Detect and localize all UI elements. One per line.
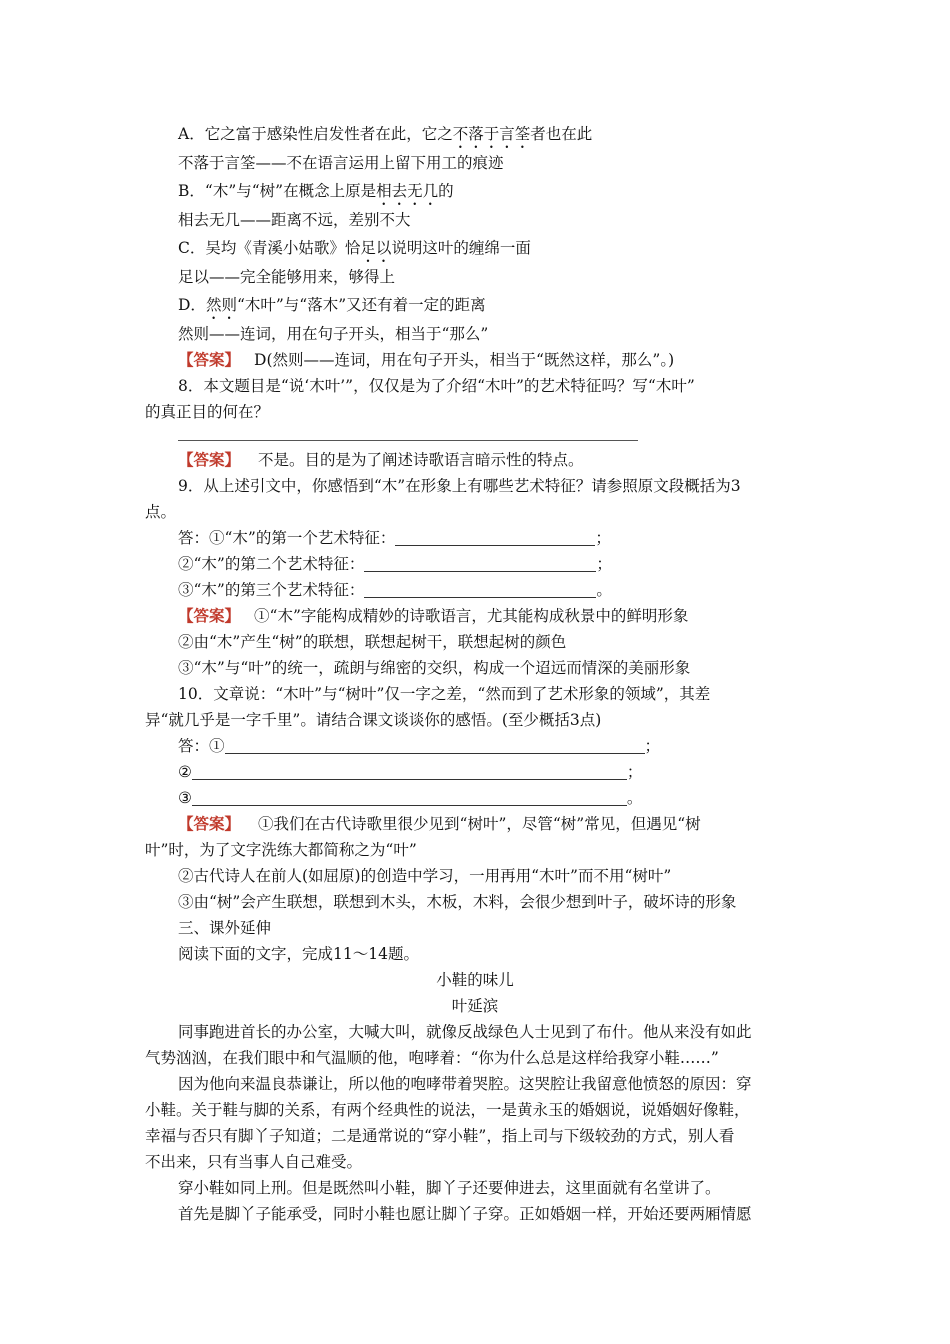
q10-field-2 (178, 762, 642, 782)
q10-answer-2: ②古代诗人在前人(如屈原)的创造中学习，一用再用“木叶”而不用“树叶” (178, 867, 672, 885)
q10-field-3-label: ③ (178, 789, 192, 807)
q9-field-3-punct: 。 (596, 581, 612, 599)
q7-option-b-text: B．“木”与“树”在概念上原是 (178, 182, 377, 200)
q9-field-1-label: 答：①“木”的第一个艺术特征： (178, 529, 396, 547)
q7-option-c-text: C．吴均《青溪小姑歌》恰 (178, 239, 361, 257)
q7-option-a-emphasis: 不落于言筌 (452, 125, 531, 143)
q8-answer-text: 不是。目的是为了阐述诗歌语言暗示性的特点。 (258, 451, 584, 469)
q7-option-d-note: 然则——连词，用在句子开头，相当于“那么” (178, 325, 489, 343)
q10-prompt-line2: 异“就几乎是一字千里”。请结合课文谈谈你的感悟。(至少概括3点) (145, 711, 602, 729)
q10-answer-1-cont: 叶”时，为了文字洗练大都简称之为“叶” (145, 841, 417, 859)
section-heading: 三、课外延伸 (178, 919, 272, 937)
q9-blank-2[interactable] (364, 556, 596, 572)
paragraph-2-line2: 小鞋。关于鞋与脚的关系，有两个经典性的说法，一是黄永玉的婚姻说，说婚姻好像鞋， (145, 1101, 750, 1119)
q9-field-2-label: ②“木”的第二个艺术特征： (178, 555, 365, 573)
q9-prompt-line1: 9．从上述引文中，你感悟到“木”在形象上有哪些艺术特征？请参照原文段概括为3 (178, 477, 741, 495)
q7-answer-text: D(然则——连词，用在句子开头，相当于“既然这样，那么”。) (254, 351, 675, 369)
answer-tag: 【答案】 (178, 606, 241, 625)
q7-option-c (178, 238, 531, 266)
q10-field-1-punct: ； (644, 737, 661, 755)
q10-field-1 (178, 736, 660, 756)
q7-option-c-note: 足以——完全能够用来，够得上 (178, 268, 396, 286)
q9-blank-1[interactable] (395, 530, 595, 546)
paragraph-1-line1: 同事跑进首长的办公室，大喊大叫，就像反战绿色人士见到了布什。他从来没有如此 (178, 1023, 752, 1041)
q9-prompt-line2: 点。 (145, 503, 177, 521)
paragraph-1-line2: 气势汹汹，在我们眼中和气温顺的他，咆哮着：“你为什么总是这样给我穿小鞋……” (145, 1049, 719, 1067)
q10-blank-1[interactable] (225, 738, 645, 754)
q7-option-b-tail: 的 (438, 182, 454, 200)
paragraph-2-line1: 因为他向来温良恭谦让，所以他的咆哮带着哭腔。这哭腔让我留意他愤怒的原因：穿 (178, 1075, 752, 1093)
q10-field-3 (178, 788, 642, 808)
q9-field-3 (178, 580, 612, 600)
q7-option-d-text: D． (178, 296, 206, 314)
q8-answer (178, 450, 584, 470)
q7-option-d (178, 295, 486, 323)
q9-field-1 (178, 528, 611, 548)
q10-prompt-line1: 10．文章说：“木叶”与“树叶”仅一字之差，“然而到了艺术形象的领域”，其差 (178, 685, 711, 703)
q10-answer (178, 814, 701, 834)
q10-field-2-label: ② (178, 763, 192, 781)
paragraph-2-line4: 不出来，只有当事人自己难受。 (145, 1153, 363, 1171)
q9-answer-3: ③“木”与“叶”的统一，疏朗与绵密的交织，构成一个迢远而情深的美丽形象 (178, 659, 691, 677)
q7-option-a-tail: 者也在此 (530, 125, 593, 143)
q10-field-3-punct: 。 (626, 789, 643, 807)
q7-option-c-emphasis: 足以 (360, 239, 392, 257)
q10-field-1-label: 答：① (178, 737, 225, 755)
paragraph-2-line3: 幸福与否只有脚丫子知道；二是通常说的“穿小鞋”，指上司与下级较劲的方式，别人看 (145, 1127, 735, 1145)
q7-option-c-tail: 说明这叶的缠绵一面 (391, 239, 531, 257)
q9-answer-1: ①“木”字能构成精妙的诗歌语言，尤其能构成秋景中的鲜明形象 (254, 607, 689, 625)
answer-tag: 【答案】 (178, 450, 241, 469)
q10-answer-3: ③由“树”会产生联想，联想到木头，木板，木料，会很少想到叶子，破坏诗的形象 (178, 893, 737, 911)
paragraph-3: 穿小鞋如同上刑。但是既然叫小鞋，脚丫子还要伸进去，这里面就有名堂讲了。 (178, 1179, 721, 1197)
section-instruction: 阅读下面的文字，完成11～14题。 (178, 945, 419, 963)
q8-prompt-line2: 的真正目的何在？ (145, 403, 270, 421)
q9-field-1-punct: ； (595, 529, 611, 547)
q7-option-a-text: A．它之富于感染性启发性者在此，它之 (178, 125, 453, 143)
q7-option-d-emphasis: 然则 (205, 296, 237, 314)
q9-field-2 (178, 554, 612, 574)
q9-field-3-label: ③“木”的第三个艺术特征： (178, 581, 365, 599)
q10-field-2-punct: ； (626, 763, 643, 781)
article-author: 叶延滨 (451, 997, 499, 1015)
q9-field-2-punct: ； (596, 555, 612, 573)
q7-answer (178, 350, 674, 370)
q10-blank-2[interactable] (192, 764, 627, 780)
q10-blank-3[interactable] (192, 790, 627, 806)
q7-option-a (178, 124, 592, 152)
q9-answer-2: ②由“木”产生“树”的联想，联想起树干，联想起树的颜色 (178, 633, 567, 651)
answer-tag: 【答案】 (178, 814, 241, 833)
q7-option-b-emphasis: 相去无几 (376, 182, 439, 200)
paragraph-4-line1: 首先是脚丫子能承受，同时小鞋也愿让脚丫子穿。正如婚姻一样，开始还要两厢情愿 (178, 1205, 752, 1223)
q9-answer (178, 606, 688, 626)
q8-prompt-line1: 8．本文题目是“说‘木叶’”，仅仅是为了介绍“木叶”的艺术特征吗？写“木叶” (178, 377, 695, 395)
article-title: 小鞋的味儿 (436, 971, 514, 989)
q7-option-a-note: 不落于言筌——不在语言运用上留下用工的痕迹 (178, 154, 504, 172)
q9-blank-3[interactable] (364, 582, 596, 598)
q8-answer-line (178, 440, 638, 441)
q7-option-b (178, 181, 454, 209)
q7-option-b-note: 相去无几——距离不远，差别不大 (178, 211, 411, 229)
answer-tag: 【答案】 (178, 350, 241, 369)
q7-option-d-tail: “木叶”与“落木”又还有着一定的距离 (236, 296, 486, 314)
q10-answer-1: ①我们在古代诗歌里很少见到“树叶”，尽管“树”常见，但遇见“树 (258, 815, 701, 833)
